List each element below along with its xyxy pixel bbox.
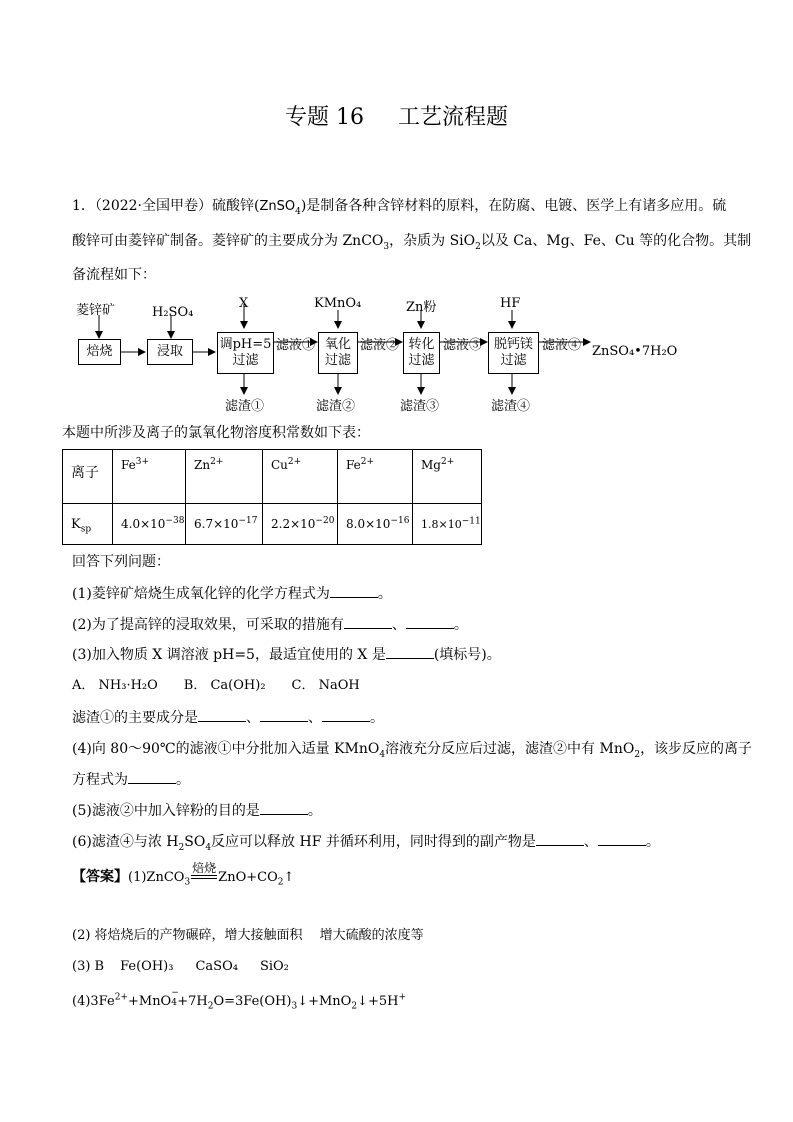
question-text: 溶液充分反应后过滤，滤渣②中有 MnO bbox=[385, 741, 635, 757]
answer-text: SiO₂ bbox=[259, 959, 289, 974]
answer-blank bbox=[128, 771, 176, 784]
answer-text: O=3Fe(OH) bbox=[213, 994, 292, 1009]
question-stem-line3: 备流程如下： bbox=[72, 267, 156, 283]
answer-text: CaSO₄ bbox=[195, 959, 238, 974]
table-cell bbox=[263, 450, 338, 504]
value: 6.7×10 bbox=[194, 517, 239, 531]
question-5: (5)滤液②中加入锌粉的目的是 。 bbox=[72, 803, 322, 819]
question-6: (6)滤渣④与浓 $H_2SO_4$反应可以释放 HF 并循环利用，同时得到的副产物是 、 。 bbox=[72, 834, 660, 853]
table-cell bbox=[263, 504, 338, 545]
question-text: 方程式为 bbox=[72, 772, 128, 788]
stem-text: ，杂质为 SiO bbox=[389, 233, 476, 249]
ion: Fe bbox=[346, 458, 361, 472]
input-label: Zn粉 bbox=[406, 300, 437, 315]
answer-text: (3) B bbox=[72, 959, 105, 974]
input-label: H₂SO₄ bbox=[152, 305, 194, 320]
question-text: 滤渣①的主要成分是 bbox=[72, 710, 198, 726]
charge: 2+ bbox=[360, 457, 375, 467]
question-3b: 滤渣①的主要成分是 、 、 。 bbox=[72, 710, 384, 726]
question-text: (6)滤渣④与浓 H bbox=[72, 834, 179, 850]
question-4: (4)向 80～90℃的滤液①中分批加入适量 KMnO$_4$溶液充分反应后过滤，滤渣②中有 MnO$_2$，该步反应的离子 bbox=[72, 741, 753, 760]
ion: Zn bbox=[194, 458, 211, 472]
exponent: −11 bbox=[461, 515, 481, 526]
question-2: (2)为了提高锌的浸取效果，可采取的措施有 、 。 bbox=[72, 617, 468, 633]
charge: 2+ bbox=[287, 457, 302, 467]
stem-text: 以及 Ca、Mg、Fe、Cu 等的化合物。其制 bbox=[480, 233, 752, 249]
answer-text: +MnO bbox=[127, 994, 172, 1009]
exponent: −20 bbox=[315, 516, 335, 526]
stem-text: 酸锌可由菱锌矿制备。菱锌矿的主要成分为 ZnCO bbox=[72, 233, 384, 249]
question-stem-line1: 1．（2022·全国甲卷）硫酸锌(ZnSO$_4$)是制备各种含锌材料的原料，在防腐、电镀、医学上有诸多应用。硫 bbox=[72, 198, 727, 217]
answer-text: (1)ZnCO bbox=[128, 870, 185, 885]
table-intro: 本题中所涉及离子的氯氧化物溶度积常数如下表： bbox=[62, 425, 370, 441]
question-text: ，该步反应的离子 bbox=[640, 741, 753, 757]
table-cell bbox=[413, 450, 482, 504]
answer-text: ↓+MnO bbox=[297, 994, 352, 1009]
question-stem-line2: 酸锌可由菱锌矿制备。菱锌矿的主要成分为 ZnCO$_3$，杂质为 SiO$_2$以及 Ca、Mg、Fe、Cu 等的化合物。其制 bbox=[72, 233, 752, 252]
answer-label: 【答案】 bbox=[72, 869, 128, 885]
answer-2: (2) 将焙烧后的产物碾碎，增大接触面积 增大硫酸的浓度等 bbox=[72, 928, 424, 943]
filtrate-label: 滤液② bbox=[360, 338, 400, 353]
question-1: (1)菱锌矿焙烧生成氧化锌的化学方程式为 。 bbox=[72, 586, 392, 602]
process-step-adjust-ph: 调pH=5 过滤 bbox=[217, 332, 274, 374]
topic-number: 专题 16 bbox=[284, 105, 364, 130]
residue-label: 滤渣④ bbox=[491, 399, 531, 414]
answer-blank bbox=[386, 646, 434, 659]
answer-blank bbox=[598, 833, 646, 846]
answer-text: Fe(OH)₃ bbox=[120, 959, 174, 974]
answer-text: ↓+5H bbox=[357, 994, 399, 1009]
answer-3 bbox=[72, 957, 289, 977]
question-text: (3)加入物质 X 调溶液 pH=5，最适宜使用的 X 是 bbox=[72, 647, 386, 663]
input-label: 菱锌矿 bbox=[76, 303, 116, 318]
option-a: A． NH₃·H₂O bbox=[72, 678, 158, 693]
question-text: (1)菱锌矿焙烧生成氧化锌的化学方程式为 bbox=[72, 586, 330, 602]
question-3 bbox=[72, 645, 501, 665]
reaction-condition bbox=[190, 861, 218, 885]
question-text: (5)滤液②中加入锌粉的目的是 bbox=[72, 803, 260, 819]
value: 1.8×10 bbox=[421, 517, 462, 531]
charge: 2+ bbox=[210, 457, 224, 467]
answer-text: ZnO+CO bbox=[218, 870, 278, 885]
process-step-conversion: 转化 过滤 bbox=[403, 332, 440, 374]
answer-blank bbox=[330, 585, 378, 598]
topic-name: 工艺流程题 bbox=[397, 105, 508, 130]
residue-label: 滤渣③ bbox=[400, 399, 440, 414]
process-step-leaching: 浸取 bbox=[147, 339, 193, 365]
ion: Fe bbox=[121, 458, 136, 472]
option-c: C． NaOH bbox=[291, 678, 360, 693]
table-cell bbox=[113, 450, 186, 504]
table-cell bbox=[338, 504, 413, 545]
answer-1: 【答案】(1)ZnCO$_3$ 焙烧 $ZnO+CO_2↑$ bbox=[72, 861, 295, 888]
input-label: KMnO₄ bbox=[314, 296, 362, 311]
residue-label: 滤渣① bbox=[225, 399, 265, 414]
value: 4.0×10 bbox=[121, 517, 166, 531]
question-4-cont: 方程式为 。 bbox=[72, 772, 190, 788]
question-text: 反应可以释放 HF 并循环利用，同时得到的副产物是 bbox=[211, 834, 536, 850]
table-row bbox=[63, 504, 482, 545]
answer-blank bbox=[322, 709, 370, 722]
table-row bbox=[63, 450, 482, 504]
answer-blank bbox=[198, 709, 246, 722]
answer-text: (4)3Fe bbox=[72, 994, 115, 1009]
table-cell bbox=[113, 504, 186, 545]
process-step-oxidation: 氧化 过滤 bbox=[318, 332, 358, 374]
table-header-cell: 离子 bbox=[63, 450, 113, 504]
charge: 3+ bbox=[135, 457, 150, 467]
filtrate-label: 滤液④ bbox=[542, 338, 582, 353]
answer-blank bbox=[406, 616, 454, 629]
answer-blank bbox=[260, 802, 308, 815]
table-cell bbox=[186, 450, 263, 504]
filtrate-label: 滤液① bbox=[276, 338, 316, 353]
stem-text: 1．（2022·全国甲卷）硫酸锌( bbox=[72, 198, 260, 214]
answer-blank bbox=[260, 709, 308, 722]
option-b: B． Ca(OH)₂ bbox=[183, 678, 266, 693]
filtrate-label: 滤液③ bbox=[443, 338, 483, 353]
ion: Mg bbox=[421, 458, 441, 472]
table-cell bbox=[186, 504, 263, 545]
process-step-roasting: 焙烧 bbox=[78, 339, 121, 365]
question-text: SO bbox=[184, 834, 206, 850]
process-step-decalcify: 脱钙镁 过滤 bbox=[488, 332, 539, 374]
ksp-table bbox=[62, 449, 482, 545]
answer-4: $(4)3Fe^{2+}+MnO$ − 4 $+7H_2O=3Fe(OH)_3↓+MnO_2↓+5H^+$ bbox=[72, 988, 406, 1012]
ksp-symbol: K bbox=[71, 516, 81, 532]
exponent: −16 bbox=[390, 516, 410, 526]
table-cell bbox=[413, 504, 482, 545]
value: 8.0×10 bbox=[346, 517, 391, 531]
table-cell bbox=[338, 450, 413, 504]
page-title bbox=[0, 100, 793, 131]
condition-text: 焙烧 bbox=[192, 861, 217, 875]
ion: Cu bbox=[271, 458, 288, 472]
question-text: (4)向 80～90℃的滤液①中分批加入适量 KMnO bbox=[72, 741, 380, 757]
value: 2.2×10 bbox=[271, 517, 316, 531]
residue-label: 滤渣② bbox=[316, 399, 356, 414]
answer-blank bbox=[536, 833, 584, 846]
stem-text: )是制备各种含锌材料的原料，在防腐、电镀、医学上有诸多应用。硫 bbox=[300, 198, 727, 214]
question-text: (填标号)。 bbox=[433, 647, 501, 663]
input-label: HF bbox=[500, 296, 521, 311]
questions-intro: 回答下列问题： bbox=[72, 554, 170, 570]
question-text: (2)为了提高锌的浸取效果，可采取的措施有 bbox=[72, 617, 344, 633]
formula: ZnSO bbox=[259, 199, 296, 214]
table-header-cell: $K_{sp}$ bbox=[63, 504, 113, 545]
question-3-options bbox=[72, 676, 360, 696]
answer-text: +7H bbox=[177, 994, 208, 1009]
product-label: ZnSO₄•7H₂O bbox=[592, 344, 678, 359]
input-label: X bbox=[239, 296, 249, 311]
answer-blank bbox=[344, 616, 392, 629]
exponent: −38 bbox=[165, 516, 185, 526]
charge: 2+ bbox=[440, 457, 455, 467]
exponent: −17 bbox=[238, 516, 258, 526]
